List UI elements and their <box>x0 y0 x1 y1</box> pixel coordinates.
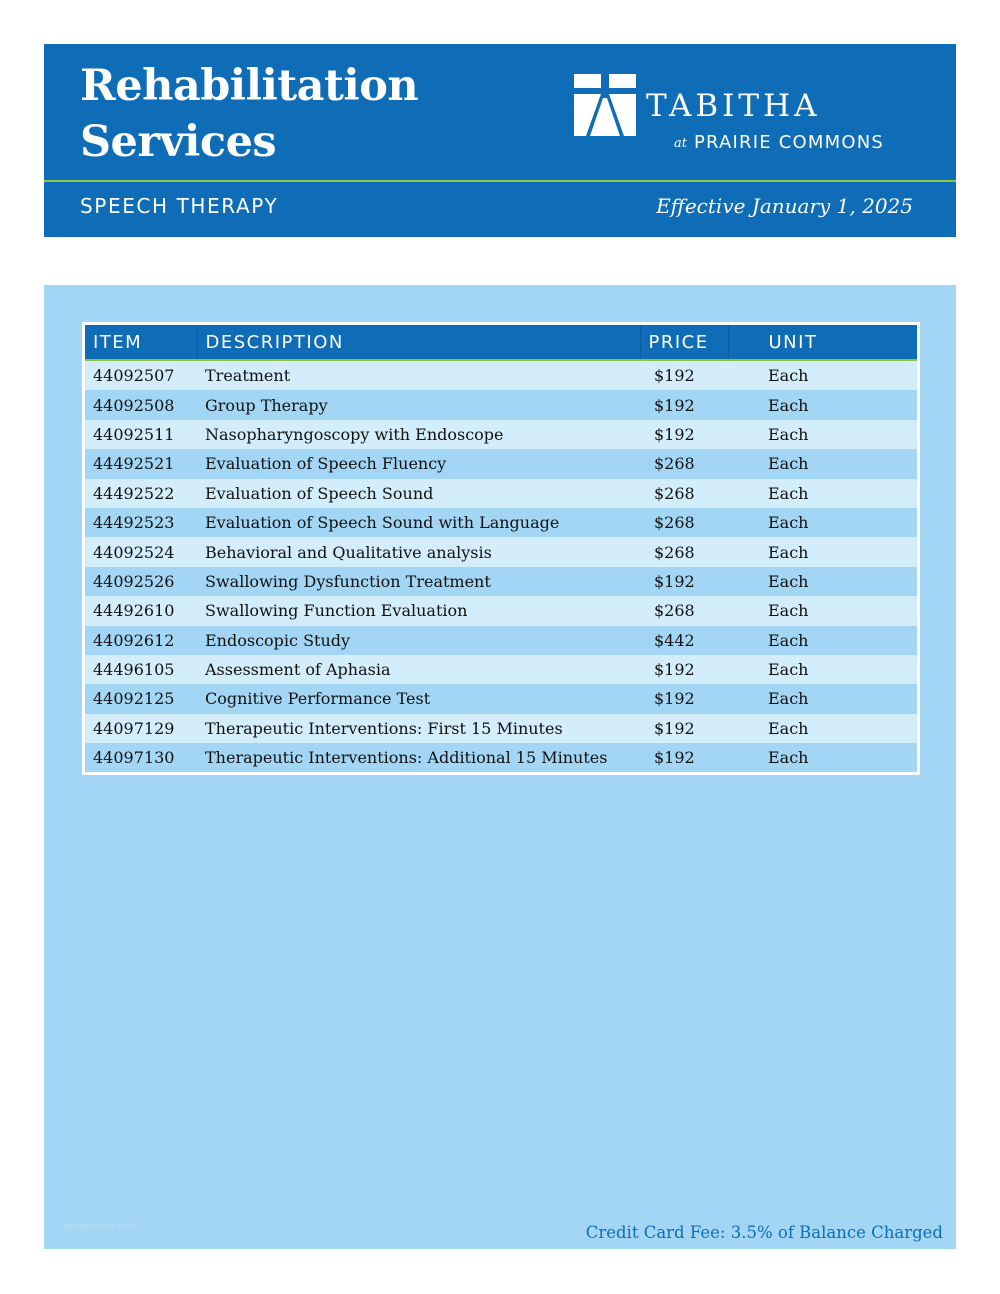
table-row <box>85 567 917 596</box>
cell-description: Assessment of Aphasia <box>197 655 640 684</box>
cell-item: 44492523 <box>85 508 197 537</box>
cell-unit: Each <box>728 714 917 743</box>
cell-unit: Each <box>728 537 917 566</box>
content-panel <box>44 285 956 1249</box>
table-header-row <box>85 325 917 360</box>
column-header-price: PRICE <box>640 325 728 360</box>
cell-unit: Each <box>728 684 917 713</box>
cell-unit: Each <box>728 596 917 625</box>
cell-item: 44492521 <box>85 449 197 478</box>
cell-price: $268 <box>640 537 728 566</box>
cell-item: 44092524 <box>85 537 197 566</box>
cell-item: 44492610 <box>85 596 197 625</box>
cell-price: $192 <box>640 655 728 684</box>
cell-description: Treatment <box>197 360 640 390</box>
cell-description: Group Therapy <box>197 390 640 419</box>
title-line-2: Services <box>80 117 277 167</box>
cell-description: Behavioral and Qualitative analysis <box>197 537 640 566</box>
cell-unit: Each <box>728 449 917 478</box>
table-row <box>85 420 917 449</box>
table-row <box>85 626 917 655</box>
cell-description: Evaluation of Speech Sound with Language <box>197 508 640 537</box>
price-table <box>85 325 917 772</box>
table-row <box>85 596 917 625</box>
cell-price: $268 <box>640 479 728 508</box>
cell-item: 44092612 <box>85 626 197 655</box>
cell-item: 44092508 <box>85 390 197 419</box>
cell-price: $192 <box>640 684 728 713</box>
brand-place: PRAIRIE COMMONS <box>694 132 885 153</box>
cell-item: 44097129 <box>85 714 197 743</box>
cell-price: $192 <box>640 360 728 390</box>
cell-description: Evaluation of Speech Fluency <box>197 449 640 478</box>
cell-price: $442 <box>640 626 728 655</box>
brand-name: TABITHA <box>646 88 821 124</box>
effective-date: Effective January 1, 2025 <box>656 194 913 218</box>
table-row <box>85 449 917 478</box>
cell-price: $268 <box>640 596 728 625</box>
credit-card-fee-note: Credit Card Fee: 3.5% of Balance Charged <box>585 1223 943 1242</box>
cell-item: 44492522 <box>85 479 197 508</box>
cell-price: $192 <box>640 420 728 449</box>
column-header-unit: UNIT <box>728 325 917 360</box>
tabitha-cross-logo-icon <box>574 74 636 136</box>
cell-description: Therapeutic Interventions: Additional 15 Minutes <box>197 743 640 772</box>
cell-description: Cognitive Performance Test <box>197 684 640 713</box>
table-row <box>85 537 917 566</box>
table-row <box>85 684 917 713</box>
document-code: REHAB/SLP/01 2025 <box>64 1223 135 1231</box>
cell-item: 44092125 <box>85 684 197 713</box>
table-row <box>85 360 917 390</box>
cell-unit: Each <box>728 390 917 419</box>
cell-unit: Each <box>728 743 917 772</box>
cell-description: Endoscopic Study <box>197 626 640 655</box>
table-row <box>85 714 917 743</box>
cell-item: 44097130 <box>85 743 197 772</box>
brand-at: at <box>674 136 687 151</box>
cell-description: Therapeutic Interventions: First 15 Minutes <box>197 714 640 743</box>
cell-price: $192 <box>640 743 728 772</box>
cell-description: Evaluation of Speech Sound <box>197 479 640 508</box>
cell-item: 44092511 <box>85 420 197 449</box>
brand-logo <box>574 74 914 154</box>
cell-price: $192 <box>640 567 728 596</box>
cell-price: $192 <box>640 390 728 419</box>
cell-description: Swallowing Dysfunction Treatment <box>197 567 640 596</box>
cell-unit: Each <box>728 479 917 508</box>
header-divider <box>44 180 956 182</box>
column-header-item: ITEM <box>85 325 197 360</box>
cell-item: 44092507 <box>85 360 197 390</box>
cell-description: Nasopharyngoscopy with Endoscope <box>197 420 640 449</box>
cell-price: $268 <box>640 449 728 478</box>
cell-item: 44092526 <box>85 567 197 596</box>
title-line-1: Rehabilitation <box>80 61 419 111</box>
column-header-description: DESCRIPTION <box>197 325 640 360</box>
cell-unit: Each <box>728 626 917 655</box>
cell-unit: Each <box>728 508 917 537</box>
table-row <box>85 743 917 772</box>
cell-unit: Each <box>728 655 917 684</box>
cell-price: $268 <box>640 508 728 537</box>
cell-unit: Each <box>728 567 917 596</box>
table-row <box>85 655 917 684</box>
page-title <box>80 58 418 170</box>
cell-item: 44496105 <box>85 655 197 684</box>
cell-unit: Each <box>728 420 917 449</box>
cell-description: Swallowing Function Evaluation <box>197 596 640 625</box>
table-row <box>85 479 917 508</box>
table-row <box>85 390 917 419</box>
cell-price: $192 <box>640 714 728 743</box>
price-table-frame <box>82 322 920 775</box>
table-row <box>85 508 917 537</box>
page-header <box>44 44 956 237</box>
section-subtitle: SPEECH THERAPY <box>80 194 279 218</box>
table-body <box>85 360 917 772</box>
cell-unit: Each <box>728 360 917 390</box>
